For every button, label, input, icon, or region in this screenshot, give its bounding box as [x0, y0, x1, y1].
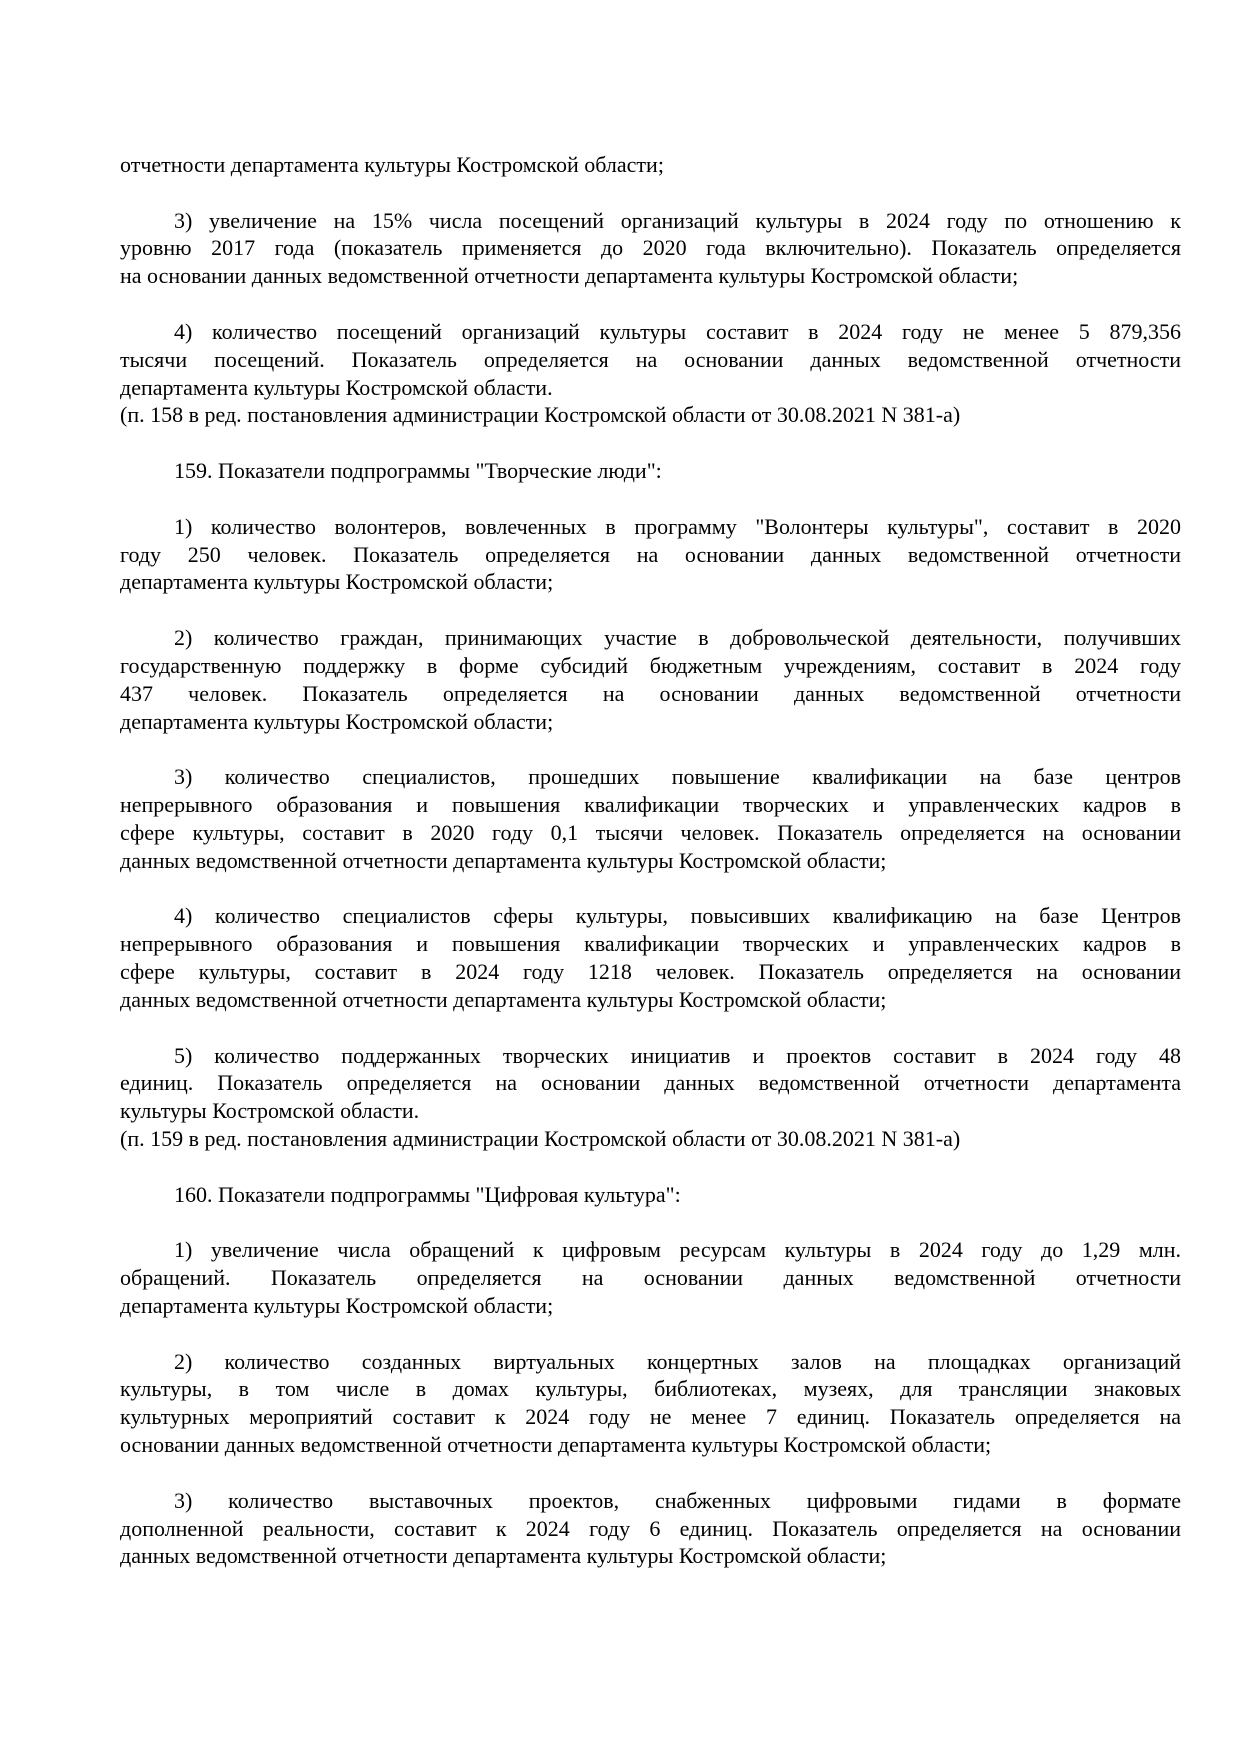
paragraph-line: 3) количество специалистов, прошедших повышение квалификации на базе центров — [174, 764, 1181, 790]
paragraph — [120, 1487, 1181, 1570]
amendment-note: (п. 158 в ред. постановления администрации Костромской области от 30.08.2021 N 381-а) — [120, 402, 961, 428]
paragraph-line: 2) количество граждан, принимающих участие в добровольческой деятельности, получивших — [174, 625, 1181, 651]
paragraph-line: сфере культуры, составит в 2024 году 1218 человек. Показатель определяется на основании — [120, 959, 1181, 985]
paragraph-line: 4) количество посещений организаций культуры составит в 2024 году не менее 5 879,356 — [174, 318, 1181, 344]
paragraph-line: культурных мероприятий составит к 2024 году не менее 7 единиц. Показатель определяется на — [120, 1404, 1181, 1430]
paragraph-line: 3) увеличение на 15% числа посещений организаций культуры в 2024 году по отношению к — [174, 207, 1181, 233]
paragraph-line: департамента культуры Костромской области; — [120, 708, 554, 734]
paragraph — [120, 1348, 1181, 1459]
paragraph — [120, 457, 1181, 485]
paragraph — [120, 318, 1181, 429]
paragraph — [120, 624, 1181, 735]
paragraph-line: данных ведомственной отчетности департамента культуры Костромской области; — [120, 847, 887, 873]
paragraph-line: культуры, в том числе в домах культуры, библиотеках, музеях, для трансляции знаковых — [120, 1376, 1181, 1402]
paragraph-line: году 250 человек. Показатель определяется на основании данных ведомственной отчетности — [120, 541, 1181, 567]
paragraph-line: 437 человек. Показатель определяется на основании данных ведомственной отчетности — [120, 680, 1181, 706]
paragraph-line: дополненной реальности, составит к 2024 году 6 единиц. Показатель определяется на основании — [120, 1515, 1181, 1541]
paragraph-line: 160. Показатели подпрограммы "Цифровая культура": — [174, 1181, 681, 1207]
paragraph — [120, 763, 1181, 874]
paragraph-line: 2) количество созданных виртуальных концертных залов на площадках организаций — [174, 1348, 1181, 1374]
paragraph — [120, 1236, 1181, 1319]
paragraph-line: сфере культуры, составит в 2020 году 0,1 тысячи человек. Показатель определяется на основании — [120, 819, 1181, 845]
paragraph — [120, 1042, 1181, 1153]
paragraph-line: 159. Показатели подпрограммы "Творческие люди": — [174, 458, 662, 484]
paragraph — [120, 513, 1181, 596]
paragraph-line: данных ведомственной отчетности департамента культуры Костромской области; — [120, 1543, 887, 1569]
paragraph-line: отчетности департамента культуры Костромской области; — [120, 152, 664, 177]
paragraph — [120, 151, 1181, 179]
paragraph — [120, 902, 1181, 1013]
paragraph-line: 5) количество поддержанных творческих инициатив и проектов составит в 2024 году 48 — [174, 1042, 1181, 1068]
paragraph-line: непрерывного образования и повышения квалификации творческих и управленческих кадров в — [120, 792, 1181, 818]
paragraph-line: единиц. Показатель определяется на основании данных ведомственной отчетности департамента — [120, 1070, 1181, 1096]
document-page — [120, 151, 1181, 1598]
paragraph-line: 3) количество выставочных проектов, снабженных цифровыми гидами в формате — [174, 1487, 1181, 1513]
paragraph-line: 4) количество специалистов сферы культуры, повысивших квалификацию на базе Центров — [174, 903, 1181, 929]
paragraph-line: 1) количество волонтеров, вовлеченных в программу "Волонтеры культуры", составит в 2020 — [174, 513, 1181, 539]
paragraph-line: 1) увеличение числа обращений к цифровым ресурсам культуры в 2024 году до 1,29 млн. — [174, 1237, 1181, 1263]
paragraph-line: тысячи посещений. Показатель определяется на основании данных ведомственной отчетности — [120, 346, 1181, 372]
paragraph-line: департамента культуры Костромской области; — [120, 569, 554, 595]
paragraph-line: культуры Костромской области. — [120, 1098, 420, 1124]
amendment-note: (п. 159 в ред. постановления администрации Костромской области от 30.08.2021 N 381-а) — [120, 1125, 961, 1151]
paragraph-line: непрерывного образования и повышения квалификации творческих и управленческих кадров в — [120, 931, 1181, 957]
paragraph-line: государственную поддержку в форме субсидий бюджетным учреждениям, составит в 2024 году — [120, 652, 1181, 678]
paragraph-line: обращений. Показатель определяется на основании данных ведомственной отчетности — [120, 1265, 1181, 1291]
paragraph-line: на основании данных ведомственной отчетности департамента культуры Костромской области; — [120, 263, 1019, 289]
paragraph — [120, 1181, 1181, 1209]
paragraph-line: основании данных ведомственной отчетности департамента культуры Костромской области; — [120, 1432, 992, 1458]
paragraph-line: данных ведомственной отчетности департамента культуры Костромской области; — [120, 986, 887, 1012]
paragraph-line: уровню 2017 года (показатель применяется до 2020 года включительно). Показатель определяется — [120, 235, 1181, 261]
paragraph-line: департамента культуры Костромской области; — [120, 1292, 554, 1318]
paragraph — [120, 207, 1181, 290]
paragraph-line: департамента культуры Костромской области. — [120, 374, 553, 400]
